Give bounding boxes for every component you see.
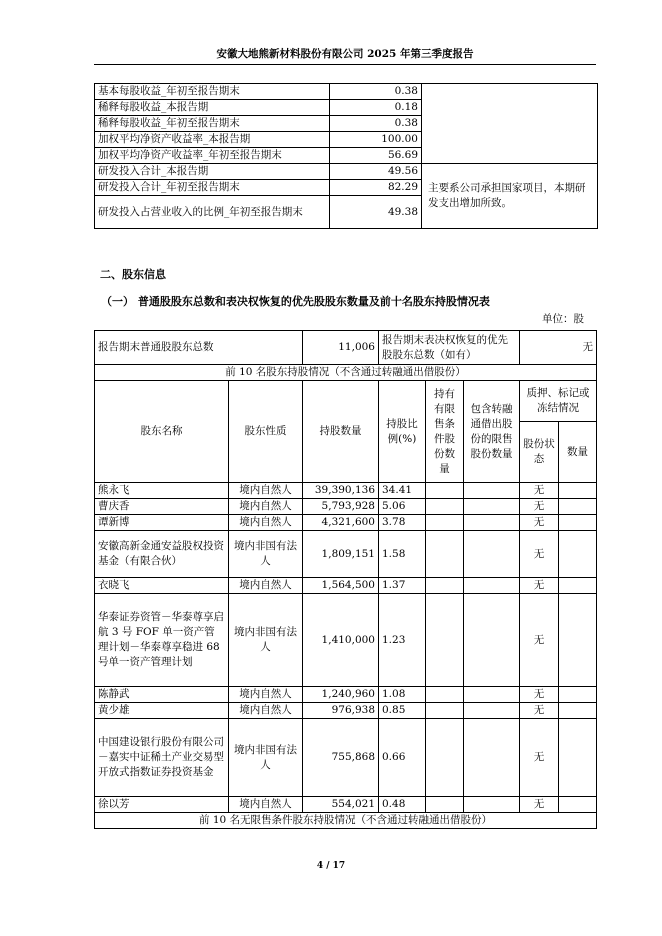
shareholder-name: 谭新博 — [95, 515, 229, 531]
col-header-shares: 持股数量 — [303, 381, 379, 483]
shareholder-lent — [464, 515, 520, 531]
shareholder-name: 衣晓飞 — [95, 578, 229, 594]
indicator-value: 49.56 — [330, 164, 422, 180]
indicator-label: 研发投入合计_本报告期 — [95, 164, 330, 180]
shareholder-pledge-status: 无 — [520, 687, 559, 703]
indicator-label: 稀释每股收益_本报告期 — [95, 100, 330, 116]
col-header-lent: 包含转融通借出股份的限售股份数量 — [464, 381, 520, 483]
shareholder-pledge-qty — [559, 483, 597, 499]
shareholder-nature: 境内自然人 — [229, 703, 303, 719]
shareholder-restricted — [426, 719, 464, 797]
shareholder-nature: 境内非国有法人 — [229, 594, 303, 687]
shareholder-lent — [464, 483, 520, 499]
shareholder-pledge-qty — [559, 687, 597, 703]
col-header-pledge: 质押、标记或冻结情况 — [520, 381, 597, 422]
top10-caption: 前 10 名股东持股情况（不含通过转融通出借股份） — [95, 365, 597, 381]
shareholder-nature: 境内非国有法人 — [229, 531, 303, 578]
shareholder-pledge-qty — [559, 797, 597, 813]
unrestricted-caption: 前 10 名无限售条件股东持股情况（不含通过转融通出借股份） — [95, 813, 597, 829]
shareholder-name: 中国建设银行股份有限公司－嘉实中证稀土产业交易型开放式指数证券投资基金 — [95, 719, 229, 797]
shareholder-ratio: 3.78 — [379, 515, 426, 531]
indicator-value: 0.38 — [330, 116, 422, 132]
shareholder-restricted — [426, 515, 464, 531]
shareholder-row — [95, 594, 597, 687]
shareholder-lent — [464, 578, 520, 594]
shareholder-name: 华泰证券资管－华泰尊享启航 3 号 FOF 单一资产管理计划－华泰尊享稳进 68 号单一资产管理计划 — [95, 594, 229, 687]
shareholder-row — [95, 515, 597, 531]
shareholder-lent — [464, 531, 520, 578]
indicator-row — [95, 164, 598, 180]
indicator-value: 56.69 — [330, 148, 422, 164]
indicator-note: 主要系公司承担国家项目，本期研发支出增加所致。 — [422, 164, 598, 229]
shareholder-pledge-status: 无 — [520, 531, 559, 578]
shareholder-pledge-qty — [559, 515, 597, 531]
shareholder-pledge-status: 无 — [520, 499, 559, 515]
page-number: 4 / 17 — [316, 861, 346, 871]
shareholder-restricted — [426, 687, 464, 703]
shareholder-lent — [464, 594, 520, 687]
header-rule — [94, 64, 596, 65]
shareholder-pledge-status: 无 — [520, 578, 559, 594]
shareholder-row — [95, 531, 597, 578]
shareholder-row — [95, 578, 597, 594]
indicator-label: 基本每股收益_年初至报告期末 — [95, 84, 330, 100]
indicator-label: 加权平均净资产收益率_年初至报告期末 — [95, 148, 330, 164]
shareholder-restricted — [426, 797, 464, 813]
shareholder-name: 陈静武 — [95, 687, 229, 703]
shareholder-pledge-qty — [559, 703, 597, 719]
total-holders-value: 11,006 — [303, 331, 379, 365]
report-header-title: 安徽大地熊新材料股份有限公司 2025 年第三季度报告 — [216, 48, 474, 60]
shareholder-restricted — [426, 499, 464, 515]
col-header-pledge-status: 股份状态 — [520, 422, 559, 483]
shareholder-shares: 1,240,960 — [303, 687, 379, 703]
shareholder-ratio: 0.48 — [379, 797, 426, 813]
shareholder-row — [95, 483, 597, 499]
shareholder-name: 熊永飞 — [95, 483, 229, 499]
shareholder-restricted — [426, 578, 464, 594]
shareholder-shares: 1,564,500 — [303, 578, 379, 594]
shareholder-nature: 境内自然人 — [229, 499, 303, 515]
shareholder-ratio: 1.58 — [379, 531, 426, 578]
shareholder-lent — [464, 499, 520, 515]
col-header-ratio: 持股比例(%) — [379, 381, 426, 483]
shareholder-nature: 境内自然人 — [229, 515, 303, 531]
shareholder-lent — [464, 687, 520, 703]
shareholder-shares: 4,321,600 — [303, 515, 379, 531]
indicator-note-empty — [422, 84, 598, 164]
indicator-label: 研发投入占营业收入的比例_年初至报告期末 — [95, 196, 330, 229]
shareholder-ratio: 1.23 — [379, 594, 426, 687]
indicator-value: 82.29 — [330, 180, 422, 196]
shareholder-ratio: 0.85 — [379, 703, 426, 719]
shareholder-nature: 境内自然人 — [229, 687, 303, 703]
shareholder-ratio: 0.66 — [379, 719, 426, 797]
section-title: 二、股东信息 — [100, 268, 166, 281]
shareholder-shares: 554,021 — [303, 797, 379, 813]
shareholder-pledge-qty — [559, 594, 597, 687]
shareholder-lent — [464, 797, 520, 813]
indicator-label: 加权平均净资产收益率_本报告期 — [95, 132, 330, 148]
shareholder-ratio: 1.08 — [379, 687, 426, 703]
shareholder-name: 安徽高新金通安益股权投资基金（有限合伙） — [95, 531, 229, 578]
shareholder-shares: 976,938 — [303, 703, 379, 719]
indicator-label: 研发投入合计_年初至报告期末 — [95, 180, 330, 196]
indicator-value: 0.38 — [330, 84, 422, 100]
shareholder-ratio: 1.37 — [379, 578, 426, 594]
shareholder-nature: 境内非国有法人 — [229, 719, 303, 797]
shareholder-nature: 境内自然人 — [229, 578, 303, 594]
shareholder-row — [95, 703, 597, 719]
pref-holders-value: 无 — [520, 331, 597, 365]
col-header-name: 股东名称 — [95, 381, 229, 483]
indicator-row — [95, 84, 598, 100]
shareholder-ratio: 34.41 — [379, 483, 426, 499]
col-header-nature: 股东性质 — [229, 381, 303, 483]
shareholder-pledge-status: 无 — [520, 703, 559, 719]
shareholder-restricted — [426, 483, 464, 499]
pref-holders-label: 报告期末表决权恢复的优先股股东总数（如有） — [379, 331, 520, 365]
indicator-value: 100.00 — [330, 132, 422, 148]
shareholder-pledge-status: 无 — [520, 515, 559, 531]
shareholder-nature: 境内自然人 — [229, 797, 303, 813]
shareholder-lent — [464, 703, 520, 719]
shareholder-lent — [464, 719, 520, 797]
unit-label: 单位：股 — [542, 313, 584, 325]
shareholder-nature: 境内自然人 — [229, 483, 303, 499]
col-header-restricted: 持有有限售条件股份数量 — [426, 381, 464, 483]
shareholder-pledge-qty — [559, 719, 597, 797]
shareholder-restricted — [426, 703, 464, 719]
shareholder-shares: 39,390,136 — [303, 483, 379, 499]
shareholder-name: 黄少雄 — [95, 703, 229, 719]
indicator-value: 49.38 — [330, 196, 422, 229]
shareholder-pledge-status: 无 — [520, 483, 559, 499]
shareholder-pledge-qty — [559, 499, 597, 515]
shareholder-pledge-qty — [559, 578, 597, 594]
financial-indicators-table — [94, 83, 598, 229]
shareholder-name: 曹庆香 — [95, 499, 229, 515]
shareholder-restricted — [426, 594, 464, 687]
shareholder-pledge-status: 无 — [520, 719, 559, 797]
shareholder-pledge-status: 无 — [520, 797, 559, 813]
shareholder-pledge-status: 无 — [520, 594, 559, 687]
shareholder-row — [95, 499, 597, 515]
shareholder-row — [95, 719, 597, 797]
shareholder-row — [95, 687, 597, 703]
shareholder-pledge-qty — [559, 531, 597, 578]
section-subtitle: （一） 普通股股东总数和表决权恢复的优先股股东数量及前十名股东持股情况表 — [101, 295, 490, 308]
shareholder-shares: 1,809,151 — [303, 531, 379, 578]
shareholder-restricted — [426, 531, 464, 578]
shareholder-shares: 1,410,000 — [303, 594, 379, 687]
col-header-pledge-qty: 数量 — [559, 422, 597, 483]
total-holders-label: 报告期末普通股股东总数 — [95, 331, 303, 365]
indicator-label: 稀释每股收益_年初至报告期末 — [95, 116, 330, 132]
shareholder-name: 徐以芳 — [95, 797, 229, 813]
shareholders-table — [94, 330, 597, 829]
shareholder-shares: 755,868 — [303, 719, 379, 797]
shareholder-ratio: 5.06 — [379, 499, 426, 515]
shareholder-row — [95, 797, 597, 813]
shareholder-shares: 5,793,928 — [303, 499, 379, 515]
indicator-value: 0.18 — [330, 100, 422, 116]
